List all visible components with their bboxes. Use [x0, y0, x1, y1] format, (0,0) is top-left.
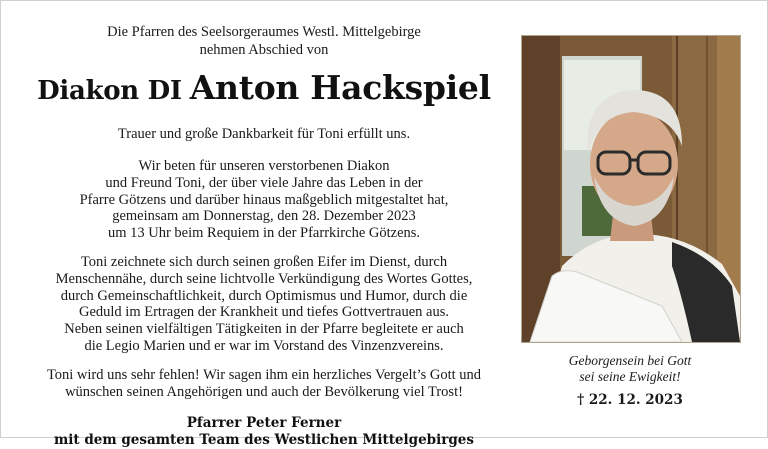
- tribute-paragraph: [21, 254, 507, 355]
- text-line: Wir beten für unseren verstorbenen Diakon: [138, 158, 390, 174]
- intro-line: nehmen Abschied von: [199, 42, 329, 58]
- caption-line: sei seine Ewigkeit!: [579, 369, 681, 384]
- portrait-photo: [521, 35, 741, 343]
- deceased-title: Diakon DI: [37, 76, 182, 106]
- text-line: Neben seinen vielfältigen Tätigkeiten in der Pfarre begleitete er auch: [64, 321, 464, 338]
- intro-line: Die Pfarren des Seelsorgeraumes Westl. Mittelgebirge: [107, 24, 421, 40]
- date-of-death: † 22. 12. 2023: [577, 392, 683, 408]
- signature-line: Pfarrer Peter Ferner: [186, 415, 342, 432]
- text-line: die Legio Marien und er war im Vorstand des Vinzenzvereins.: [84, 337, 444, 354]
- text-line: gemeinsam am Donnerstag, den 28. Dezember 2023: [112, 208, 416, 225]
- portrait-illustration: [522, 36, 740, 342]
- funeral-paragraph: [21, 158, 507, 242]
- farewell-paragraph: [21, 367, 507, 401]
- deceased-full-name: Anton Hackspiel: [189, 68, 491, 107]
- intro: [21, 23, 507, 59]
- deceased-name: [21, 70, 507, 109]
- text-line: um 13 Uhr beim Requiem in der Pfarrkirche Götzens.: [107, 225, 421, 242]
- signature-line: mit dem gesamten Team des Westlichen Mittelgebirges: [54, 432, 474, 449]
- text-line: durch Gemeinschaftlichkeit, durch Optimismus und Humor, durch die: [60, 287, 468, 304]
- text-line: Toni wird uns sehr fehlen! Wir sagen ihm ein herzliches Vergelt’s Gott und: [46, 366, 482, 383]
- text-line: Geduld im Ertragen der Krankheit und tiefes Gottvertrauen aus.: [78, 304, 450, 321]
- signature-block: [21, 415, 507, 449]
- notice-text-column: [21, 23, 507, 449]
- text-line: und Freund Toni, der über viele Jahre das Leben in der: [105, 174, 423, 191]
- photo-caption: [521, 353, 739, 385]
- text-line: Toni zeichnete sich durch seinen großen Eifer im Dienst, durch: [80, 253, 448, 270]
- caption-line: Geborgensein bei Gott: [568, 353, 692, 368]
- text-line: Pfarre Götzens und darüber hinaus maßgeblich mitgestaltet hat,: [79, 191, 449, 208]
- lead-sentence: Trauer und große Dankbarkeit für Toni erfüllt uns.: [117, 126, 411, 142]
- text-line: Menschennähe, durch seine lichtvolle Verkündigung des Wortes Gottes,: [55, 270, 473, 287]
- text-line: wünschen seinen Angehörigen und auch der Bevölkerung viel Trost!: [65, 383, 463, 400]
